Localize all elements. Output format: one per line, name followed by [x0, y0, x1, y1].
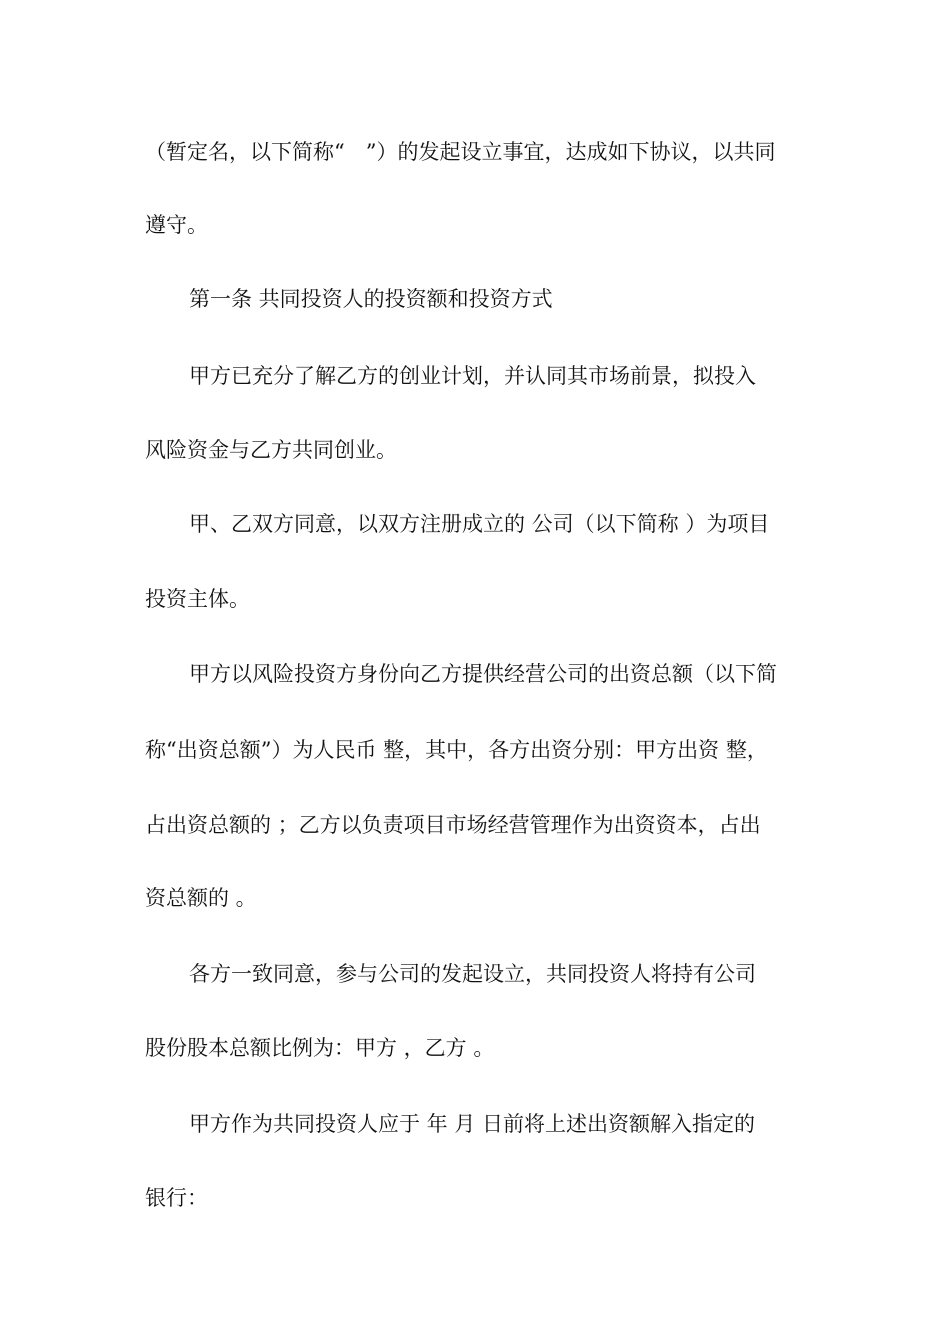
text-line-2: 遵守。 [145, 213, 208, 237]
text-line-9: 称“出资总额”）为人民币 整，其中，各方出资分别：甲方出资 整， [145, 738, 768, 762]
text-line-14: 甲方作为共同投资人应于 年 月 日前将上述出资额解入指定的 [189, 1112, 756, 1136]
text-line-4: 甲方已充分了解乙方的创业计划，并认同其市场前景，拟投入 [189, 364, 756, 388]
text-line-15: 银行： [145, 1186, 208, 1210]
text-line-6: 甲、乙双方同意，以双方注册成立的 公司（以下简称 ）为项目 [189, 512, 770, 536]
text-line-13: 股份股本总额比例为：甲方 ，乙方 。 [145, 1036, 495, 1060]
text-line-11: 资总额的 。 [145, 886, 257, 910]
text-line-5: 风险资金与乙方共同创业。 [145, 438, 397, 462]
text-line-1: （暂定名，以下简称“ ”）的发起设立事宜，达成如下协议，以共同 [145, 140, 776, 164]
article-heading: 第一条 共同投资人的投资额和投资方式 [189, 287, 553, 311]
text-line-7: 投资主体。 [145, 587, 250, 611]
text-line-10: 占出资总额的 ；乙方以负责项目市场经营管理作为出资资本，占出 [145, 813, 761, 837]
text-line-8: 甲方以风险投资方身份向乙方提供经营公司的出资总额（以下简 [189, 662, 777, 686]
text-line-12: 各方一致同意，参与公司的发起设立，共同投资人将持有公司 [189, 962, 756, 986]
